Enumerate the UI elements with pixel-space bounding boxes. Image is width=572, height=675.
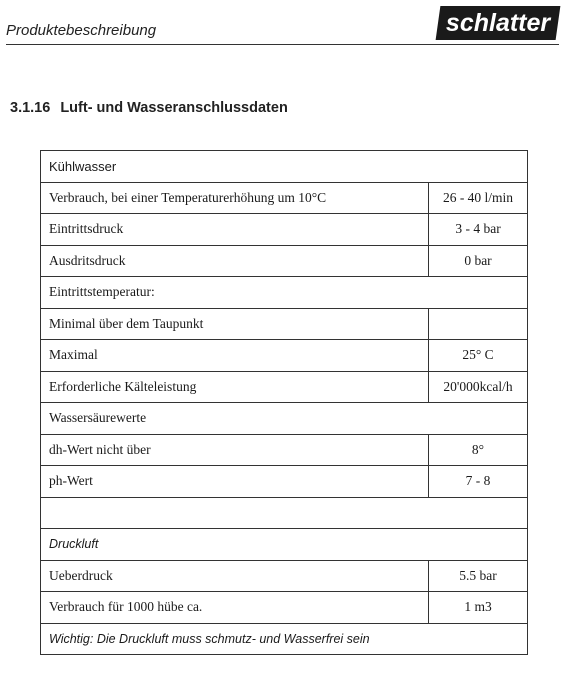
- table-row: [41, 529, 528, 561]
- table-row: [41, 466, 528, 498]
- table-row: [41, 340, 528, 372]
- section-heading: [10, 100, 288, 116]
- water-acidity-heading: Wassersäurewerte: [41, 403, 528, 435]
- table-row: [41, 182, 528, 214]
- inlet-pressure-label: Eintrittsdruck: [41, 214, 429, 246]
- overpressure-label: Ueberdruck: [41, 560, 429, 592]
- important-note: Wichtig: Die Druckluft muss schmutz- und Wasserfrei sein: [41, 623, 528, 655]
- min-dewpoint-label: Minimal über dem Taupunkt: [41, 308, 429, 340]
- dh-value: 8°: [429, 434, 528, 466]
- outlet-pressure-value: 0 bar: [429, 245, 528, 277]
- table-row: [41, 623, 528, 655]
- dh-label: dh-Wert nicht über: [41, 434, 429, 466]
- air-consumption-value: 1 m3: [429, 592, 528, 624]
- inlet-pressure-value: 3 - 4 bar: [429, 214, 528, 246]
- air-consumption-label: Verbrauch für 1000 hübe ca.: [41, 592, 429, 624]
- table-row: [41, 277, 528, 309]
- schlatter-logo: [436, 6, 561, 40]
- table-row: [41, 214, 528, 246]
- maximum-label: Maximal: [41, 340, 429, 372]
- consumption-value: 26 - 40 l/min: [429, 182, 528, 214]
- table-row: [41, 592, 528, 624]
- ph-label: ph-Wert: [41, 466, 429, 498]
- cooling-capacity-label: Erforderliche Kälteleistung: [41, 371, 429, 403]
- section-number: 3.1.16: [10, 100, 51, 116]
- overpressure-value: 5.5 bar: [429, 560, 528, 592]
- cooling-water-heading: Kühlwasser: [41, 151, 528, 183]
- table-row: [41, 497, 528, 529]
- inlet-temp-heading: Eintrittstemperatur:: [41, 277, 528, 309]
- table-row: [41, 403, 528, 435]
- table-row: [41, 245, 528, 277]
- document-header-title: Produktebeschreibung: [6, 22, 157, 39]
- table-row: [41, 371, 528, 403]
- consumption-label: Verbrauch, bei einer Temperaturerhöhung um 10°C: [41, 182, 429, 214]
- min-dewpoint-value: [429, 308, 528, 340]
- table-row: [41, 308, 528, 340]
- table-row: [41, 434, 528, 466]
- section-title: Luft- und Wasseranschlussdaten: [60, 100, 288, 116]
- ph-value: 7 - 8: [429, 466, 528, 498]
- empty-row: [41, 497, 528, 529]
- header-divider: [6, 44, 559, 45]
- outlet-pressure-label: Ausdritsdruck: [41, 245, 429, 277]
- maximum-value: 25° C: [429, 340, 528, 372]
- cooling-capacity-value: 20'000kcal/h: [429, 371, 528, 403]
- logo-text: schlatter: [445, 8, 551, 37]
- compressed-air-heading: Druckluft: [41, 529, 528, 561]
- connection-data-table: [40, 150, 528, 655]
- table-row: [41, 151, 528, 183]
- table-row: [41, 560, 528, 592]
